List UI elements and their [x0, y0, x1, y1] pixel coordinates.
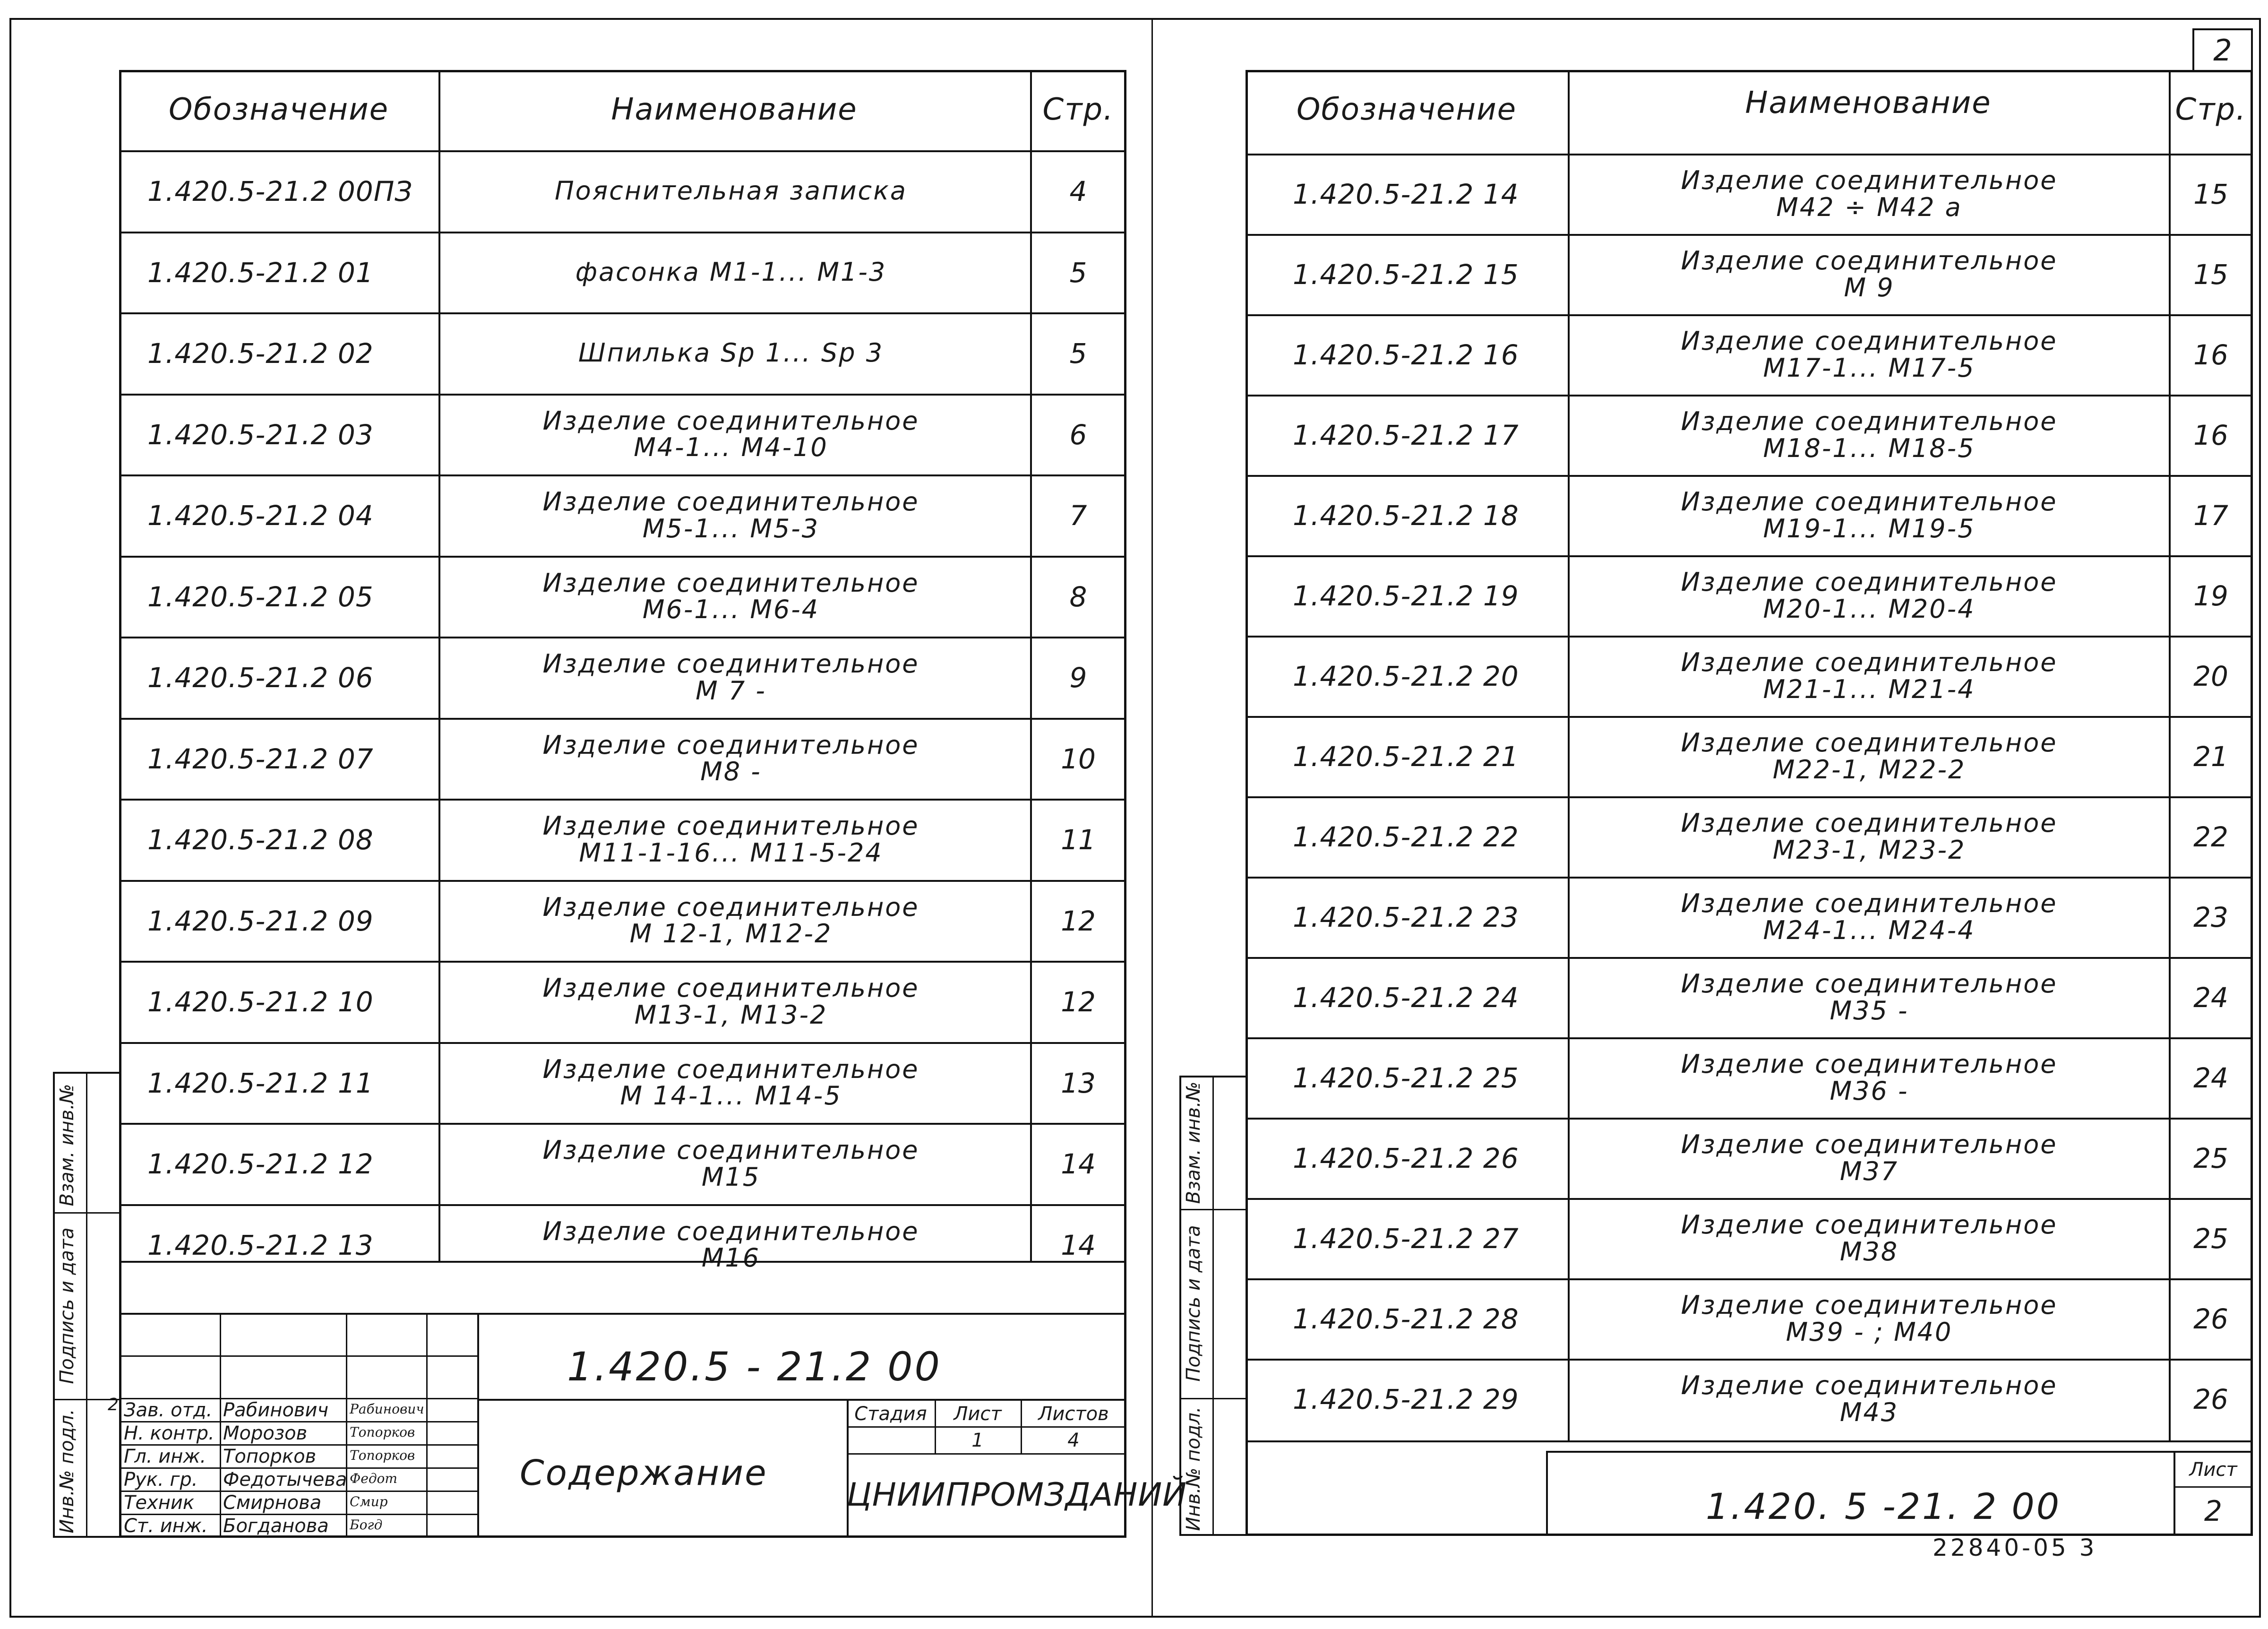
row-name — [1576, 1051, 2162, 1104]
table-row — [1246, 717, 2253, 797]
row-name-line-2: M35 - — [1830, 995, 1909, 1026]
stamp-person-name: Федотычева — [223, 1469, 347, 1491]
row-name — [1576, 248, 2162, 301]
table-row — [119, 800, 1126, 881]
row-designation: 1.420.5-21.2 14 — [1293, 178, 1519, 210]
row-name-line-1: Изделие соединительное — [542, 568, 919, 598]
right-side-vzam: Взам. инв.№ — [1183, 1081, 1204, 1204]
left-header-page: Стр. — [1042, 92, 1114, 127]
row-page: 25 — [2193, 1223, 2228, 1255]
table-row — [119, 719, 1126, 800]
left-stamp-top-rule — [119, 1313, 1126, 1315]
table-row — [119, 151, 1126, 233]
table-row — [1246, 878, 2253, 958]
row-name-line-1: Изделие соединительное — [1681, 165, 2058, 195]
row-name-line-2: M15 — [701, 1162, 761, 1192]
row-page: 15 — [2193, 259, 2228, 291]
table-row — [119, 1205, 1126, 1286]
row-name — [1576, 569, 2162, 622]
row-page: 16 — [2193, 339, 2228, 371]
row-page: 10 — [1061, 742, 1096, 775]
row-name-line-1: Изделие соединительное — [542, 1054, 919, 1084]
row-name-line-2: M 7 - — [696, 675, 766, 706]
left-stamp-doc-code: 1.420.5 - 21.2 00 — [567, 1344, 942, 1390]
row-name-line-1: Изделие соединительное — [1681, 246, 2058, 276]
row-page: 26 — [2193, 1383, 2228, 1415]
stamp-person-signature: Топорков — [350, 1424, 415, 1440]
stamp-person-role: Гл. инж. — [124, 1446, 206, 1467]
row-designation: 1.420.5-21.2 11 — [147, 1067, 374, 1099]
row-name-line-2: M 14-1... M14-5 — [620, 1081, 842, 1111]
row-name-line-2: M22-1, M22-2 — [1772, 754, 1966, 784]
row-name-line-1: Изделие соединительное — [542, 487, 919, 517]
row-page: 15 — [2193, 178, 2228, 210]
row-designation: 1.420.5-21.2 07 — [147, 742, 374, 775]
row-name-line-1: Изделие соединительное — [542, 649, 919, 679]
row-designation: 1.420.5-21.2 04 — [147, 500, 374, 532]
row-page: 14 — [1061, 1229, 1096, 1261]
row-name — [445, 178, 1017, 205]
table-row — [1246, 1199, 2253, 1279]
row-designation: 1.420.5-21.2 10 — [147, 986, 374, 1018]
row-name-line-1: Изделие соединительное — [542, 1135, 919, 1165]
left-stamp-divider-main — [477, 1313, 479, 1538]
row-name-line-1: Изделие соединительное — [1681, 487, 2058, 517]
left-side-strip-divider — [86, 1072, 87, 1538]
row-name-line-2: M19-1... M19-5 — [1763, 513, 1976, 543]
row-designation: 1.420.5-21.2 02 — [147, 337, 374, 370]
table-row — [1246, 1360, 2253, 1440]
row-name-line-2: M20-1... M20-4 — [1763, 594, 1976, 624]
row-name-line-1: Изделие соединительное — [1681, 969, 2058, 999]
left-stamp-row-1 — [119, 1355, 477, 1357]
row-name-line-2: M5-1... M5-3 — [642, 513, 820, 543]
row-designation: 1.420.5-21.2 05 — [147, 580, 374, 613]
table-row — [1246, 155, 2253, 235]
row-page: 5 — [1069, 337, 1087, 370]
table-row — [119, 233, 1126, 314]
left-stamp-col-c — [426, 1313, 428, 1538]
left-stamp-col-a — [220, 1313, 221, 1538]
stamp-person-role: Зав. отд. — [124, 1399, 213, 1421]
left-stamp-sheet-label: Лист — [954, 1403, 1002, 1425]
left-stamp-title: Содержание — [520, 1453, 768, 1493]
row-name-line-1: фасонка M1-1... M1-3 — [575, 257, 887, 287]
row-name-line-2: M39 - ; M40 — [1786, 1317, 1953, 1347]
row-name-line-1: Изделие соединительное — [542, 405, 919, 436]
row-name-line-1: Изделие соединительное — [542, 973, 919, 1003]
row-name-line-2: M24-1... M24-4 — [1763, 915, 1976, 945]
row-designation: 1.420.5-21.2 16 — [1293, 339, 1519, 371]
row-name-line-2: M16 — [701, 1243, 761, 1273]
row-designation: 1.420.5-21.2 26 — [1293, 1142, 1519, 1174]
right-stamp-sheet-label: Лист — [2189, 1459, 2237, 1481]
right-stamp-sheet-rule — [2174, 1486, 2253, 1488]
table-row — [119, 313, 1126, 395]
table-row — [1246, 396, 2253, 476]
row-designation: 1.420.5-21.2 24 — [1293, 982, 1519, 1014]
row-designation: 1.420.5-21.2 21 — [1293, 741, 1519, 773]
row-page: 6 — [1069, 418, 1087, 451]
table-row — [1246, 476, 2253, 556]
row-name — [1576, 328, 2162, 381]
row-name-line-1: Изделие соединительное — [1681, 406, 2058, 436]
stamp-person-signature: Смир — [350, 1494, 388, 1509]
row-name — [1576, 971, 2162, 1024]
row-name — [1576, 890, 2162, 944]
left-stamp-col-b — [346, 1313, 347, 1538]
right-table-bottom-rule — [1246, 1440, 2253, 1442]
row-page: 23 — [2193, 901, 2228, 933]
right-page-number: 2 — [2213, 33, 2232, 68]
row-name-line-1: Изделие соединительное — [1681, 728, 2058, 758]
table-row — [119, 638, 1126, 719]
left-stamp-sheet-value: 1 — [971, 1430, 984, 1451]
row-designation: 1.420.5-21.2 17 — [1293, 419, 1519, 451]
row-name — [445, 1218, 1017, 1272]
row-name — [1576, 489, 2162, 542]
row-name — [445, 1056, 1017, 1110]
row-name-line-2: M37 — [1839, 1156, 1899, 1186]
table-row — [1246, 235, 2253, 315]
row-page: 4 — [1069, 175, 1087, 207]
table-row — [119, 1124, 1126, 1205]
left-stamp-sheets-value: 4 — [1067, 1430, 1080, 1451]
row-page: 12 — [1061, 905, 1096, 937]
row-name-line-2: M6-1... M6-4 — [642, 595, 820, 625]
table-row — [1246, 315, 2253, 396]
left-stamp-value-rule — [847, 1453, 1126, 1455]
table-row — [1246, 1119, 2253, 1199]
stamp-person-signature: Богд — [350, 1517, 383, 1533]
row-name-line-1: Изделие соединительное — [1681, 888, 2058, 918]
row-page: 25 — [2193, 1142, 2228, 1174]
row-name-line-1: Изделие соединительное — [1681, 808, 2058, 838]
table-row — [1246, 797, 2253, 878]
table-row — [1246, 556, 2253, 637]
left-margin-mark: 2 — [108, 1395, 119, 1414]
stamp-person-signature: Рабинович — [350, 1401, 424, 1417]
stamp-person-role: Техник — [124, 1492, 195, 1514]
row-page: 9 — [1069, 662, 1087, 694]
row-name-line-2: M36 - — [1830, 1076, 1909, 1106]
table-row — [119, 557, 1126, 638]
row-name — [445, 651, 1017, 704]
row-designation: 1.420.5-21.2 01 — [147, 256, 374, 289]
row-name — [1576, 1131, 2162, 1185]
stamp-person-name: Морозов — [223, 1422, 308, 1444]
row-name-line-1: Изделие соединительное — [1681, 1049, 2058, 1079]
stamp-person-role: Ст. инж. — [124, 1515, 208, 1537]
right-header-page: Стр. — [2175, 92, 2247, 127]
row-name-line-1: Изделие соединительное — [1681, 1210, 2058, 1240]
table-row — [119, 962, 1126, 1043]
row-name — [445, 340, 1017, 367]
row-page: 13 — [1061, 1067, 1096, 1099]
row-name — [445, 489, 1017, 542]
left-stamp-label-rule — [847, 1426, 1126, 1428]
row-designation: 1.420.5-21.2 25 — [1293, 1062, 1519, 1094]
stamp-person-name: Смирнова — [223, 1492, 322, 1514]
row-name-line-2: M23-1, M23-2 — [1772, 835, 1966, 865]
row-designation: 1.420.5-21.2 23 — [1293, 901, 1519, 933]
table-row — [1246, 637, 2253, 717]
row-page: 20 — [2193, 660, 2228, 692]
row-name — [1576, 1372, 2162, 1426]
row-page: 17 — [2193, 500, 2228, 532]
row-name-line-2: M 9 — [1844, 272, 1895, 302]
archive-number: 22840-05 3 — [1933, 1534, 2097, 1561]
row-name — [1576, 167, 2162, 221]
row-page: 12 — [1061, 986, 1096, 1018]
row-name — [445, 975, 1017, 1028]
row-name-line-2: M17-1... M17-5 — [1763, 353, 1976, 383]
row-name — [445, 405, 1017, 463]
row-designation: 1.420.5-21.2 03 — [147, 418, 374, 451]
left-side-inv: Инв.№ подл. — [56, 1409, 78, 1534]
row-designation: 1.420.5-21.2 08 — [147, 824, 374, 856]
row-name — [1576, 1292, 2162, 1345]
left-side-podpis: Подпись и дата — [56, 1227, 78, 1384]
row-designation: 1.420.5-21.2 12 — [147, 1148, 374, 1180]
stamp-person-role: Н. контр. — [124, 1422, 215, 1444]
stamp-person-signature: Федот — [350, 1471, 397, 1486]
row-name-line-1: Пояснительная записка — [555, 176, 907, 206]
table-row — [119, 1043, 1126, 1124]
stamp-person-signature: Топорков — [350, 1448, 415, 1463]
row-name-line-1: Изделие соединительное — [1681, 1129, 2058, 1159]
row-designation: 1.420.5-21.2 20 — [1293, 660, 1519, 692]
row-designation: 1.420.5-21.2 18 — [1293, 500, 1519, 532]
left-header-name: Наименование — [611, 92, 858, 127]
sheet-fold-line — [1151, 18, 1153, 1618]
row-name-line-2: M13-1, M13-2 — [634, 1000, 828, 1030]
row-name-line-1: Изделие соединительное — [1681, 1370, 2058, 1400]
row-designation: 1.420.5-21.2 28 — [1293, 1303, 1519, 1335]
row-page: 16 — [2193, 419, 2228, 451]
table-row — [119, 881, 1126, 962]
right-stamp-sheet-value: 2 — [2204, 1495, 2223, 1528]
row-name — [1576, 1212, 2162, 1265]
row-page: 14 — [1061, 1148, 1096, 1180]
table-row — [1246, 958, 2253, 1038]
left-side-vzam: Взам. инв.№ — [56, 1084, 78, 1207]
row-page: 21 — [2193, 741, 2228, 773]
row-name-line-2: M42 ÷ M42 a — [1776, 192, 1962, 222]
right-side-podpis: Подпись и дата — [1183, 1225, 1204, 1382]
stamp-person-name: Рабинович — [223, 1399, 329, 1421]
right-header-name: Наименование — [1745, 86, 1992, 121]
row-name-line-2: M8 - — [700, 757, 762, 787]
row-page: 24 — [2193, 1062, 2228, 1094]
row-name-line-2: M 12-1, M12-2 — [629, 919, 833, 949]
right-stamp-doc-code: 1.420. 5 -21. 2 00 — [1706, 1485, 2062, 1527]
row-name — [1576, 730, 2162, 783]
row-name-line-1: Изделие соединительное — [542, 1216, 919, 1246]
row-page: 7 — [1069, 500, 1087, 532]
row-name-line-1: Изделие соединительное — [1681, 567, 2058, 597]
row-name — [445, 894, 1017, 948]
row-name-line-2: M43 — [1839, 1397, 1899, 1427]
row-name-line-1: Изделие соединительное — [1681, 1290, 2058, 1320]
row-page: 22 — [2193, 821, 2228, 853]
left-stamp-sheets-label: Листов — [1038, 1403, 1109, 1425]
row-name-line-2: M38 — [1839, 1236, 1899, 1267]
row-name-line-1: Изделие соединительное — [542, 892, 919, 922]
row-name — [445, 570, 1017, 623]
left-header-designation: Обозначение — [168, 92, 389, 127]
row-name — [1576, 649, 2162, 703]
row-name — [445, 259, 1017, 286]
row-designation: 1.420.5-21.2 00ПЗ — [147, 175, 413, 207]
stamp-person-name: Топорков — [223, 1446, 317, 1467]
row-page: 5 — [1069, 256, 1087, 289]
left-stamp-stage-label: Стадия — [854, 1403, 927, 1425]
row-designation: 1.420.5-21.2 27 — [1293, 1223, 1519, 1255]
row-name-line-2: M11-1-16... M11-5-24 — [579, 837, 883, 868]
stamp-person-name: Богданова — [223, 1515, 329, 1537]
stamp-person-role: Рук. гр. — [124, 1469, 198, 1491]
row-name-line-2: M18-1... M18-5 — [1763, 433, 1976, 463]
row-page: 8 — [1069, 580, 1087, 613]
row-name-line-1: Изделие соединительное — [542, 811, 919, 841]
row-designation: 1.420.5-21.2 19 — [1293, 580, 1519, 612]
table-row — [1246, 1038, 2253, 1119]
row-designation: 1.420.5-21.2 09 — [147, 905, 374, 937]
row-name — [1576, 408, 2162, 462]
row-name — [445, 1137, 1017, 1190]
row-name — [445, 813, 1017, 866]
row-designation: 1.420.5-21.2 13 — [147, 1229, 374, 1261]
row-name-line-2: M21-1... M21-4 — [1763, 674, 1976, 704]
right-side-strip-divider — [1212, 1076, 1214, 1536]
row-page: 19 — [2193, 580, 2228, 612]
row-designation: 1.420.5-21.2 22 — [1293, 821, 1519, 853]
row-designation: 1.420.5-21.2 15 — [1293, 259, 1519, 291]
table-row — [1246, 1279, 2253, 1360]
left-stamp-org: ЦНИИПРОМЗДАНИЙ — [847, 1476, 1187, 1514]
row-name-line-1: Шпилька Sp 1... Sp 3 — [578, 338, 884, 368]
table-row — [119, 395, 1126, 476]
right-side-inv: Инв.№ подл. — [1183, 1406, 1204, 1531]
row-name — [445, 732, 1017, 785]
row-name-line-1: Изделие соединительное — [1681, 647, 2058, 677]
row-page: 26 — [2193, 1303, 2228, 1335]
right-header-designation: Обозначение — [1296, 92, 1517, 127]
row-page: 11 — [1061, 824, 1096, 856]
left-stamp-code-rule — [477, 1399, 1126, 1401]
table-row — [119, 475, 1126, 557]
row-name — [1576, 810, 2162, 863]
row-name-line-1: Изделие соединительное — [542, 730, 919, 760]
left-table-bottom-rule — [119, 1261, 1126, 1263]
row-designation: 1.420.5-21.2 29 — [1293, 1383, 1519, 1415]
row-designation: 1.420.5-21.2 06 — [147, 662, 374, 694]
row-name-line-2: M4-1... M4-10 — [634, 432, 828, 463]
row-page: 24 — [2193, 982, 2228, 1014]
row-name-line-1: Изделие соединительное — [1681, 326, 2058, 356]
